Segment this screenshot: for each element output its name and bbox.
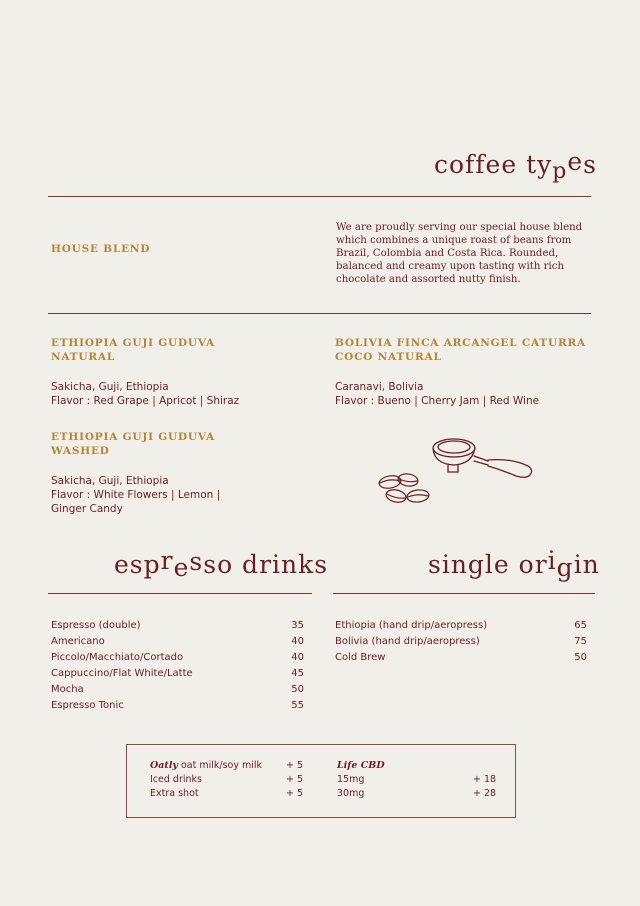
title-part: g bbox=[556, 553, 574, 582]
title-part: esp bbox=[114, 550, 161, 579]
coffee-name-line: WASHED bbox=[51, 445, 110, 457]
coffee-origin: Sakicha, Guji, Ethiopia bbox=[51, 381, 169, 393]
addon-brand: Life CBD bbox=[337, 760, 385, 771]
addon-item bbox=[150, 760, 262, 771]
menu-item-name: Americano bbox=[51, 636, 105, 647]
menu-item-price: 65 bbox=[574, 620, 587, 631]
menu-item-price: 50 bbox=[574, 652, 587, 663]
portafilter-icon bbox=[428, 434, 538, 488]
menu-item-price: 40 bbox=[291, 652, 304, 663]
addon-label: Extra shot bbox=[150, 788, 199, 799]
menu-item-price: 45 bbox=[291, 668, 304, 679]
menu-item-name: Espresso Tonic bbox=[51, 700, 124, 711]
title-part: coffee ty bbox=[434, 150, 553, 179]
addon-label: 30mg bbox=[337, 788, 365, 799]
coffee-name-line: ETHIOPIA GUJI GUDUVA bbox=[51, 431, 215, 443]
addon-heading bbox=[337, 760, 385, 771]
menu-item-price: 75 bbox=[574, 636, 587, 647]
divider bbox=[48, 313, 591, 314]
coffee-item bbox=[51, 336, 239, 408]
description-line: We are proudly serving our special house blend bbox=[336, 222, 583, 233]
description-line: balanced and creamy upon tasting with rich bbox=[336, 261, 565, 272]
coffee-beans-icon bbox=[376, 470, 434, 506]
menu-item-name: Piccolo/Macchiato/Cortado bbox=[51, 652, 184, 663]
coffee-name-line: NATURAL bbox=[51, 351, 115, 363]
title-part: r bbox=[160, 546, 174, 575]
menu-item-name: Mocha bbox=[51, 684, 84, 695]
addon-price: + 18 bbox=[473, 774, 497, 785]
coffee-flavor: Ginger Candy bbox=[51, 503, 123, 515]
title-part: s bbox=[189, 547, 204, 576]
coffee-flavor: Flavor : White Flowers | Lemon | bbox=[51, 489, 221, 501]
menu-item-name: Cappuccino/Flat White/Latte bbox=[51, 668, 193, 679]
title-part: e bbox=[567, 147, 584, 176]
title-part: in bbox=[573, 550, 600, 579]
house-blend-name: HOUSE BLEND bbox=[51, 243, 151, 255]
coffee-item bbox=[335, 336, 586, 408]
menu-item-name: Cold Brew bbox=[335, 652, 386, 663]
house-blend-description bbox=[336, 221, 606, 286]
addon-price: + 5 bbox=[286, 788, 304, 799]
coffee-item bbox=[51, 430, 220, 516]
title-part: p bbox=[552, 159, 568, 184]
title-part: so drinks bbox=[203, 550, 329, 579]
menu-item-price: 55 bbox=[291, 700, 304, 711]
addon-price: + 5 bbox=[286, 774, 304, 785]
description-line: which combines a unique roast of beans from bbox=[336, 235, 572, 246]
coffee-types-title bbox=[434, 147, 597, 184]
divider bbox=[48, 593, 312, 594]
menu-item-price: 50 bbox=[291, 684, 304, 695]
addon-label: 15mg bbox=[337, 774, 365, 785]
title-part: e bbox=[173, 553, 190, 582]
description-line: Brazil, Colombia and Costa Rica. Rounded, bbox=[336, 248, 559, 259]
menu-item-price: 40 bbox=[291, 636, 304, 647]
menu-item-name: Espresso (double) bbox=[51, 620, 141, 631]
divider bbox=[48, 196, 591, 197]
addon-price: + 5 bbox=[286, 760, 304, 771]
addon-label: oat milk/soy milk bbox=[177, 760, 263, 771]
addon-price: + 28 bbox=[473, 788, 497, 799]
menu-item-price: 35 bbox=[291, 620, 304, 631]
coffee-name-line: BOLIVIA FINCA ARCANGEL CATURRA bbox=[335, 337, 586, 349]
coffee-origin: Sakicha, Guji, Ethiopia bbox=[51, 475, 169, 487]
coffee-name-line: COCO NATURAL bbox=[335, 351, 442, 363]
divider bbox=[333, 593, 595, 594]
title-part: single or bbox=[428, 550, 548, 579]
espresso-drinks-title bbox=[114, 546, 329, 582]
coffee-flavor: Flavor : Bueno | Cherry Jam | Red Wine bbox=[335, 395, 540, 407]
addon-brand: Oatly bbox=[150, 760, 178, 771]
title-part: s bbox=[583, 150, 597, 179]
single-origin-title bbox=[428, 546, 600, 582]
description-line: chocolate and assorted nutty finish. bbox=[336, 274, 521, 285]
addon-label: Iced drinks bbox=[150, 774, 202, 785]
title-part: i bbox=[547, 546, 557, 575]
menu-item-name: Ethiopia (hand drip/aeropress) bbox=[335, 620, 488, 631]
menu-item-name: Bolivia (hand drip/aeropress) bbox=[335, 636, 480, 647]
coffee-name-line: ETHIOPIA GUJI GUDUVA bbox=[51, 337, 215, 349]
coffee-origin: Caranavi, Bolivia bbox=[335, 381, 424, 393]
coffee-flavor: Flavor : Red Grape | Apricot | Shiraz bbox=[51, 395, 240, 407]
